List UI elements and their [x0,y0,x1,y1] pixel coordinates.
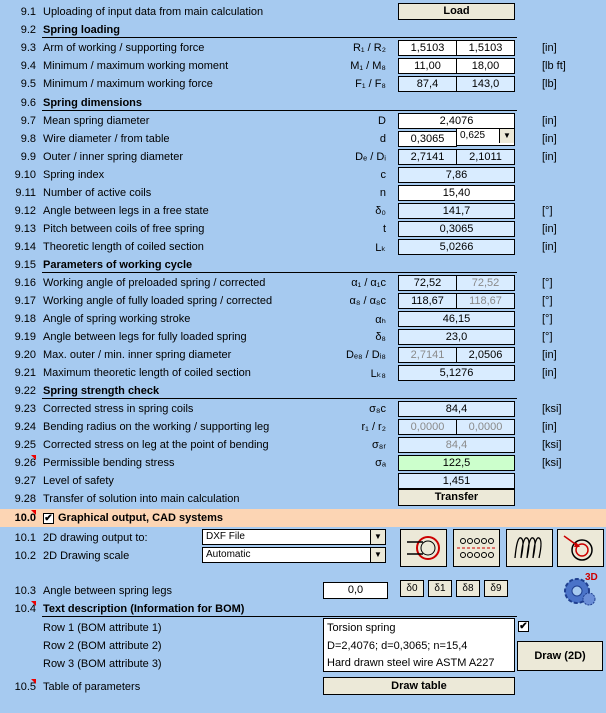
free-angle-value: 141,7 [398,203,515,219]
row-symbol: t [382,223,386,235]
transfer-button[interactable]: Transfer [398,489,515,506]
inner-diameter-value: 2,1011 [456,149,515,165]
permissible-stress-value: 122,5 [398,455,515,471]
row-label: Angle between spring legs [43,585,173,597]
row-9-5 [0,75,606,93]
graphical-output-checkbox[interactable]: ✔ [44,513,53,524]
row-number: 9.17 [14,295,36,307]
delta-8-button[interactable]: δ8 [456,580,480,597]
row-label: Corrected stress on leg at the point of bending [43,439,269,451]
row-label: Wire diameter / from table [43,133,170,145]
min-force-value: 87,4 [398,76,457,92]
row-bom-2 [0,637,606,655]
spring-side-view-icon [454,530,499,566]
section-header-strength-check: Spring strength check [43,385,160,397]
row-number: 9.15 [14,259,36,271]
coil-stress-value: 84,4 [398,401,515,417]
row-label: Uploading of input data from main calculation [43,6,264,18]
row-9-1 [0,3,606,21]
legs-angle-input[interactable]: 0,0 [323,582,388,599]
row-symbol: n [379,187,386,199]
row-unit: [in] [542,151,557,163]
coiled-length-value: 5,0266 [398,239,515,255]
row-number: 10.0 [14,512,36,524]
section-header-spring-loading: Spring loading [43,24,120,36]
row-number: 9.25 [14,439,36,451]
row-number: 9.3 [20,42,36,54]
row-symbol: Lₖ₈ [370,368,386,380]
row-number: 9.23 [14,403,36,415]
section-underline [42,616,517,617]
row-label: Spring index [43,169,105,181]
row-number: 9.26 [14,457,36,469]
max-coiled-length-value: 5,1276 [398,365,515,381]
drawing-scale-selected: Automatic [206,549,251,560]
row-label: Row 1 (BOM attribute 1) [43,622,162,634]
bom-checkbox[interactable]: ✔ [519,621,528,632]
active-coils-input[interactable]: 15,40 [398,185,515,201]
row-symbol: α₁ / α₁c [351,277,386,289]
bom-description-box[interactable] [323,618,515,672]
loaded-angle-value: 118,67 [398,293,457,309]
spring-leg-view-icon [558,530,603,566]
load-button[interactable]: Load [398,3,515,20]
comment-marker [31,455,36,460]
drawing-output-select[interactable] [202,529,386,545]
row-unit: [in] [542,349,557,361]
row-10-5 [0,678,606,696]
row-symbol: σₐ [375,457,386,469]
safety-level-value: 1,451 [398,473,515,489]
row-number: 9.8 [20,133,36,145]
chevron-down-icon[interactable]: ▼ [370,530,385,544]
row-9-10 [0,166,606,184]
row-label: Number of active coils [43,187,152,199]
comment-marker [31,679,36,684]
row-symbol: σ₈c [369,403,386,415]
row-number: 9.4 [20,60,36,72]
row-label: Row 2 (BOM attribute 2) [43,640,162,652]
row-symbol: R₁ / R₂ [352,42,386,54]
spring-leg-view-button[interactable] [557,529,604,567]
section-header-spring-dimensions: Spring dimensions [43,97,143,109]
row-symbol: Dₑ / Dᵢ [355,151,386,163]
row-10-3 [0,582,606,600]
row-number: 9.5 [20,78,36,90]
pitch-value: 0,3065 [398,221,515,237]
row-label: Table of parameters [43,681,141,693]
row-unit: [ksi] [542,403,562,415]
delta-9-button[interactable]: δ9 [484,580,508,597]
row-9-11 [0,184,606,202]
row-unit: [°] [542,313,553,325]
delta-1-button[interactable]: δ1 [428,580,452,597]
section-header-graphical-output: Graphical output, CAD systems [58,512,224,524]
row-symbol: αₕ [375,314,386,326]
row-unit: [°] [542,205,553,217]
row-number: 10.1 [14,532,36,544]
row-unit: [°] [542,331,553,343]
row-number: 9.22 [14,385,36,397]
row-number: 10.4 [14,603,36,615]
row-unit: [in] [542,42,557,54]
min-inner-diameter-value: 2,0506 [456,347,515,363]
row-9-16 [0,274,606,292]
row-symbol: D [378,115,386,127]
row-symbol: M₁ / M₈ [350,60,386,72]
spring-front-view-icon [401,530,446,566]
row-number: 9.18 [14,313,36,325]
delta-0-button[interactable]: δ0 [400,580,424,597]
outer-diameter-value: 2,7141 [398,149,457,165]
row-symbol: F₁ / F₈ [355,78,386,90]
row-number: 9.10 [14,169,36,181]
bom-row-1-text[interactable]: Torsion spring [327,622,396,634]
row-number: 9.21 [14,367,36,379]
row-label: Row 3 (BOM attribute 3) [43,658,162,670]
row-number: 9.14 [14,241,36,253]
row-label: Maximum theoretic length of coiled section [43,367,251,379]
spring-coil-icon [507,530,552,566]
drawing-scale-select[interactable] [202,547,386,563]
row-number: 9.13 [14,223,36,235]
row-label: Mean spring diameter [43,115,150,127]
row-label: Level of safety [43,475,114,487]
working-leg-radius-input[interactable]: 0,0000 [398,419,457,435]
row-label: Corrected stress in spring coils [43,403,194,415]
row-number: 10.2 [14,550,36,562]
row-unit: [°] [542,277,553,289]
row-symbol: Dₑ₈ / Dᵢ₈ [346,349,386,361]
row-label: Angle between legs for fully loaded spring [43,331,247,343]
label-3d: 3D [585,572,598,583]
row-number: 9.28 [14,493,36,505]
row-label: Transfer of solution into main calculation [43,493,240,505]
comment-marker [31,601,36,606]
row-unit: [°] [542,295,553,307]
row-label: 2D drawing output to: [43,532,148,544]
wire-diameter-selected: 0,625 [460,130,486,141]
row-9-14 [0,238,606,256]
row-9-7 [0,112,606,130]
spring-index-value: 7,86 [398,167,515,183]
arm-supporting-input[interactable]: 1,5103 [456,40,515,56]
row-9-3 [0,39,606,57]
chevron-down-icon[interactable]: ▼ [370,548,385,562]
section-header-working-cycle: Parameters of working cycle [43,259,193,271]
row-number: 10.3 [14,585,36,597]
row-label: Bending radius on the working / supporting leg [43,421,270,433]
section-10-header [0,509,606,527]
row-bom-3 [0,655,606,673]
preloaded-angle-corrected-value: 72,52 [456,275,515,291]
section-underline [42,398,517,399]
row-number: 9.6 [20,97,36,109]
wire-diameter-select[interactable] [456,128,515,146]
min-moment-input[interactable]: 11,00 [398,58,457,74]
row-9-27 [0,472,606,490]
row-unit: [ksi] [542,457,562,469]
spring-coil-view-button[interactable] [506,529,553,567]
row-unit: [lb ft] [542,60,566,72]
row-9-28 [0,490,606,508]
comment-marker [31,510,36,515]
row-label: Arm of working / supporting force [43,42,205,54]
row-number: 9.16 [14,277,36,289]
row-symbol: δ₀ [375,205,386,217]
loaded-legs-angle-value: 23,0 [398,329,515,345]
row-9-26 [0,454,606,472]
row-9-25 [0,436,606,454]
section-underline [42,272,517,273]
row-unit: [in] [542,421,557,433]
loaded-angle-corrected-value: 118,67 [456,293,515,309]
row-unit: [lb] [542,78,557,90]
row-9-4 [0,57,606,75]
max-force-value: 143,0 [456,76,515,92]
row-bom-1 [0,619,606,637]
drawing-output-selected: DXF File [206,531,245,542]
chevron-down-icon[interactable]: ▼ [499,129,514,143]
row-number: 9.1 [20,6,36,18]
row-number: 9.9 [20,151,36,163]
row-unit: [in] [542,367,557,379]
row-unit: [ksi] [542,439,562,451]
row-number: 10.5 [14,681,36,693]
row-number: 9.27 [14,475,36,487]
row-number: 9.11 [15,187,36,199]
draw-table-button[interactable]: Draw table [323,677,515,695]
row-9-21 [0,364,606,382]
row-9-19 [0,328,606,346]
mean-diameter-input[interactable]: 2,4076 [398,113,515,129]
row-label: Minimum / maximum working moment [43,60,229,72]
row-9-18 [0,310,606,328]
leg-stress-value: 84,4 [398,437,515,453]
row-number: 9.24 [14,421,36,433]
arm-working-input[interactable]: 1,5103 [398,40,457,56]
row-symbol: c [380,169,386,181]
row-number: 9.2 [20,24,36,36]
row-symbol: d [379,133,386,145]
row-label: Working angle of preloaded spring / corrected [43,277,266,289]
row-label: Angle between legs in a free state [43,205,209,217]
row-label: 2D Drawing scale [43,550,130,562]
row-symbol: σ₈ᵣ [372,439,386,451]
row-9-8 [0,130,606,148]
spring-front-view-button[interactable] [400,529,447,567]
row-9-23 [0,400,606,418]
row-symbol: α₈ / α₈c [349,295,386,307]
preloaded-angle-value: 72,52 [398,275,457,291]
row-label: Pitch between coils of free spring [43,223,205,235]
row-unit: [in] [542,133,557,145]
row-number: 9.19 [14,331,36,343]
row-label: Working angle of fully loaded spring / corrected [43,295,273,307]
row-symbol: Lₖ [375,242,386,254]
row-symbol: r₁ / r₂ [361,421,386,433]
max-outer-diameter-value: 2,7141 [398,347,457,363]
row-label: Outer / inner spring diameter [43,151,184,163]
bom-row-3-text[interactable]: Hard drawn steel wire ASTM A227 [327,657,495,669]
supporting-leg-radius-input[interactable]: 0,0000 [456,419,515,435]
bom-row-2-text[interactable]: D=2,4076; d=0,3065; n=15,4 [327,640,468,652]
row-symbol: δ₈ [375,331,386,343]
row-9-17 [0,292,606,310]
row-unit: [in] [542,223,557,235]
row-9-12 [0,202,606,220]
row-label: Permissible bending stress [43,457,175,469]
row-unit: [in] [542,115,557,127]
row-number: 9.20 [14,349,36,361]
row-9-20 [0,346,606,364]
row-label: Minimum / maximum working force [43,78,213,90]
row-unit: [in] [542,241,557,253]
draw-2d-button[interactable]: Draw (2D) [517,641,603,671]
row-label: Max. outer / min. inner spring diameter [43,349,232,361]
wire-diameter-input[interactable]: 0,3065 [398,131,457,147]
section-underline [42,110,517,111]
section-underline [42,37,517,38]
spring-side-view-button[interactable] [453,529,500,567]
row-9-9 [0,148,606,166]
row-label: Angle of spring working stroke [43,313,191,325]
section-header-text-description: Text description (Information for BOM) [43,603,245,615]
stroke-angle-value: 46,15 [398,311,515,327]
row-label: Theoretic length of coiled section [43,241,204,253]
row-number: 9.7 [20,115,36,127]
row-number: 9.12 [14,205,36,217]
row-9-13 [0,220,606,238]
max-moment-input[interactable]: 18,00 [456,58,515,74]
row-9-24 [0,418,606,436]
